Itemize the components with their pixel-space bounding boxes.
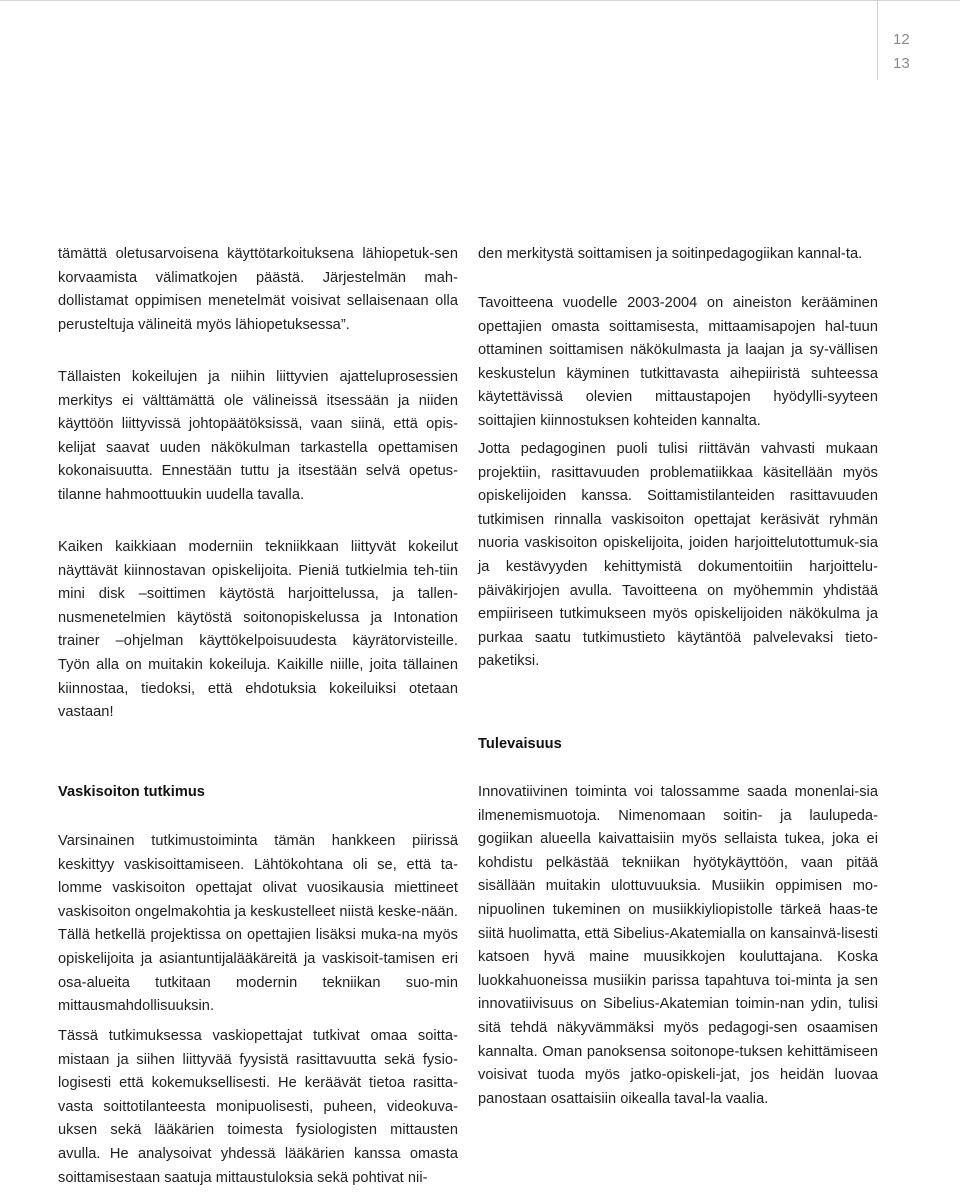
- left-paragraph-2: Tällaisten kokeilujen ja niihin liittyvien ajatteluprosessien merkitys ei välttämättä ole välineissä itsessään ja niiden käyttöön liittyvissä johtopäätöksissä, vaan siinä, että opis-kelijat saavat uuden näkökulman tarkastella opettamisen kokonaisuutta. Ennestään tuttu ja itsestään selvä opetus-tilanne hahmoottuukin uudella tavalla.: [58, 369, 458, 503]
- right-paragraph-1: den merkitystä soittamisen ja soitinpedagogiikan kannal-ta.: [478, 246, 863, 262]
- margin-rule: [877, 0, 878, 80]
- right-paragraph-3: Jotta pedagoginen puoli tulisi riittävän vahvasti mukaan projektiin, rasittavuuden problematiikkaa käsitellään myös opiskelijoiden kanssa. Soittamistilanteiden rasittavuuden tutkimisen rinnalla vaskisoiton opettajat keräsivät ryhmän nuoria vaskisoiton opiskelijoita, joiden harjoittelutottumuk-sia ja kestävyyden kehittymistä dokumentoitiin harjoittelu-päiväkirjojen avulla. Tavoitteena on myöhemmin yhdistää empiiriseen tutkimukseen myös opiskelijoiden näkökulma ja purkaa saatu tutkimustieto käytäntöä palvelevaksi tieto-paketiksi.: [478, 441, 878, 670]
- page-number-left: 12: [893, 31, 910, 48]
- left-paragraph-4: Varsinainen tutkimustoiminta tämän hankkeen piirissä keskittyy vaskisoittamiseen. Lähtökohtana oli se, että ta-lomme vaskisoiton opettajat olivat vuosikausia miettineet vaskisoiton ongelmakohtia ja keskustelleet niistä keske-nään. Tällä hetkellä projektissa on opettajien lisäksi muka-na myös opiskelijoita ja asiantuntijalääkäreitä ja vaskisoit-tamisen eri osa-alueita tutkitaan modernin tekniikan suo-min mittausmahdollisuuksin.: [58, 833, 458, 1015]
- left-paragraph-5: Tässä tutkimuksessa vaskiopettajat tutkivat omaa soitta-mistaan ja siihen liittyvää fyysistä rasittavuutta sekä fysio-logisesti että kokemuksellisesti. He keräävät tietoa rasitta-vasta soittotilanteesta monipuolisesti, puheen, videokuva-uksen sekä lääkärien toimesta fysiologisten mittausten avulla. He analysoivat yhdessä lääkärien kanssa omasta soittamisestaan saatuja mittaustuloksia sekä pohtivat nii-: [58, 1028, 458, 1186]
- right-paragraph-4: Innovatiivinen toiminta voi talossamme saada monenlai-sia ilmenemismuotoja. Nimenomaan soitin- ja laulupeda-gogiikan alueella kaivattaisiin myös sellaista tukea, joka ei kohdistu pelkästää tekniikan hyötykäyttöön, vaan pitää sisällään muitakin ulottuvuuksia. Musiikin oppimisen mo-nipuolinen tukeminen on musiikkiyliopistolle tärkeä haas-te siitä huolimatta, että Sibelius-Akatemialla on kansainvä-lisesti katsoen hyvä maine muusikkojen kouluttajana. Koska luokkahuoneissa musiikin parissa tapahtuva toi-minta ja sen innovatiivisuus on Sibelius-Akatemian toimin-nan ydin, tulisi sitä tehdä näkyvämmäksi myös pedagogi-sen osaamisen kannalta. Oman panoksensa soitonope-tuksen kehittämiseen voisivat tuoda myös jatko-opiskeli-jat, jos heidän luovaa panostaan osattaisiin oikealla taval-la vaalia.: [478, 784, 878, 1107]
- right-paragraph-2: Tavoitteena vuodelle 2003-2004 on aineiston kerääminen opettajien omasta soittamisesta, mittaamisapojen hal-tuun ottaminen soittamisen näkökulmasta ja laajan ja sy-vällisen keskustelun käyminen tutkittavasta aihepiiristä suhteessa käytettävissä olevien mittaustapojen hyödylli-syyteen soittajien kiinnostuksen kohteiden kannalta.: [478, 295, 878, 429]
- section-heading-vaskisoiton-tutkimus: Vaskisoiton tutkimus: [58, 784, 205, 800]
- left-paragraph-1: tämättä oletusarvoisena käyttötarkoituksena lähiopetuk-sen korvaamista välimatkojen päästä. Järjestelmän mah-dollistamat oppimisen menetelmät voisivat sellaisenaan olla perusteltuja välineitä myös lähiopetuksessa”.: [58, 246, 458, 333]
- page-number-right: 13: [893, 55, 910, 72]
- section-heading-tulevaisuus: Tulevaisuus: [478, 736, 562, 752]
- top-rule: [0, 0, 960, 1]
- page-numbers: [893, 28, 953, 76]
- left-paragraph-3: Kaiken kaikkiaan moderniin tekniikkaan liittyvät kokeilut näyttävät kiinnostavan opiskelijoita. Pieniä tutkielmia teh-tiin mini disk –soittimen käytöstä harjoittelussa, ja tallen-nusmenetelmien käytöstä soitonopiskelussa ja Intonation trainer –ohjelman käyttökelpoisuudesta käyrätorvisteille. Työn alla on muitakin kokeiluja. Kaikille niille, joita tällainen kiinnostaa, tiedoksi, että ehdotuksia kokeiluiksi otetaan vastaan!: [58, 539, 458, 721]
